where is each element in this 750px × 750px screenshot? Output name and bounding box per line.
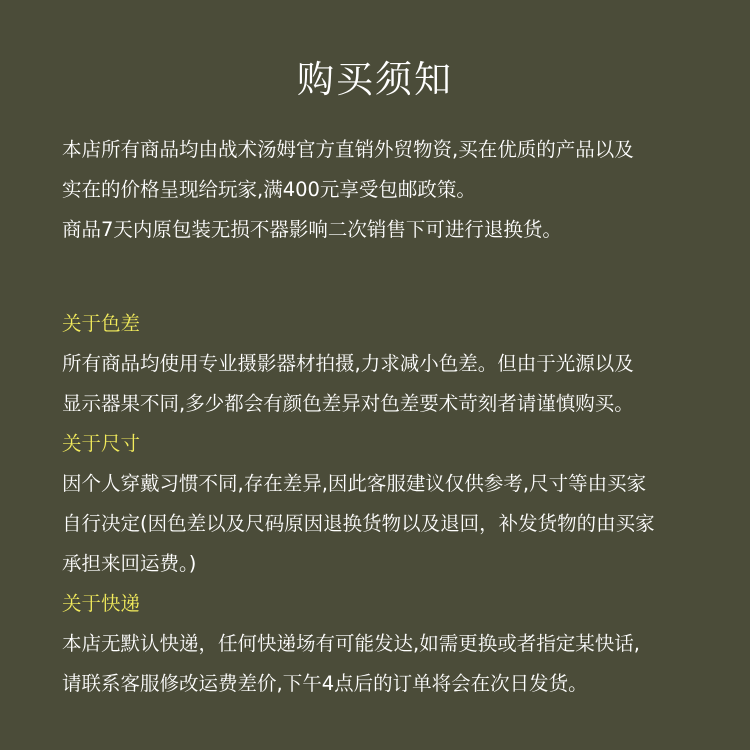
- section-heading-shipping: 关于快递: [62, 592, 141, 615]
- size-line-3: 承担来回运费。): [62, 552, 197, 575]
- size-line-1: 因个人穿戴习惯不同,存在差异,因此客服建议仅供参考,尺寸等由买家: [62, 472, 647, 495]
- size-line-2: 自行决定(因色差以及尺码原因退换货物以及退回，补发货物的由买家: [62, 512, 655, 535]
- page-title: 购买须知: [297, 58, 453, 101]
- shipping-line-1: 本店无默认快递，任何快递场有可能发达,如需更换或者指定某快话,: [62, 632, 640, 655]
- intro-line-3: 商品7天内原包装无损不器影响二次销售下可进行退换货。: [62, 218, 562, 241]
- shipping-line-2: 请联系客服修改运费差价,下午4点后的订单将会在次日发货。: [62, 672, 588, 695]
- section-color-difference: [62, 304, 688, 424]
- intro-line-2: 实在的价格呈现给玩家,满400元享受包邮政策。: [62, 178, 476, 201]
- intro-line-1: 本店所有商品均由战术汤姆官方直销外贸物资,买在优质的产品以及: [62, 138, 634, 161]
- color-difference-line-1: 所有商品均使用专业摄影器材拍摄,力求减小色差。但由于光源以及: [62, 352, 634, 375]
- color-difference-line-2: 显示器果不同,多少都会有颜色差异对色差要术苛刻者请谨慎购买。: [62, 392, 634, 415]
- section-heading-color-difference: 关于色差: [62, 312, 141, 335]
- section-heading-size: 关于尺寸: [62, 432, 141, 455]
- intro-paragraph: [62, 130, 688, 250]
- section-size: [62, 424, 688, 584]
- section-shipping: [62, 584, 688, 704]
